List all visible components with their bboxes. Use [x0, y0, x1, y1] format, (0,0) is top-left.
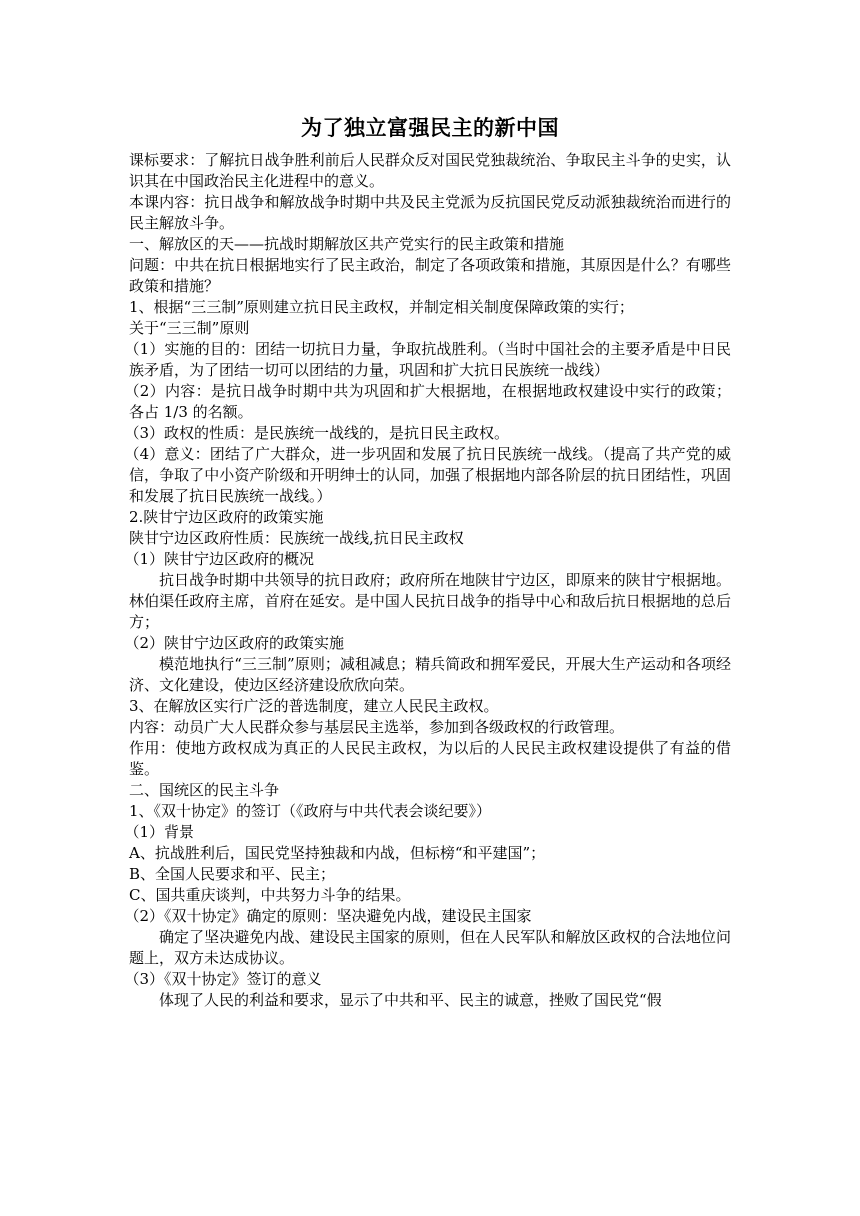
document-title: 为了独立富强民主的新中国: [301, 115, 559, 140]
background-a: A、抗战胜利后，国民党坚持独裁和内战，但标榜“和平建国”；: [129, 844, 546, 862]
border-gov-policy: 模范地执行“三三制”原则；减租减息；精兵简政和拥军爱民，开展大生产运动和各项经济、文化建设，使边区经济建设欣欣向荣。: [129, 655, 731, 694]
purpose-paragraph: （1）实施的目的：团结一切抗日力量，争取抗战胜利。（当时中国社会的主要矛盾是中日民族矛盾，为了团结一切可以团结的力量，巩固和扩大抗日民族统一战线）: [124, 340, 731, 379]
border-gov-overview: 抗日战争时期中共领导的抗日政府；政府所在地陕甘宁边区，即原来的陕甘宁根据地。林伯渠任政府主席，首府在延安。是中国人民抗日战争的指导中心和敌后抗日根据地的总后方；: [129, 571, 731, 631]
agreement-significance-heading: （3）《双十协定》签订的意义: [124, 970, 322, 988]
principle-paragraph: 确定了坚决避免内战、建设民主国家的原则，但在人民军队和解放区政权的合法地位问题上，双方未达成协议。: [129, 928, 731, 967]
border-gov-overview-heading: （1）陕甘宁边区政府的概况: [124, 550, 315, 568]
curriculum-requirement: 课标要求：了解抗日战争胜利前后人民群众反对国民党独裁统治、争取民主斗争的史实，认识其在中国政治民主化进程中的意义。: [129, 151, 731, 190]
background-c: C、国共重庆谈判，中共努力斗争的结果。: [129, 886, 411, 904]
nature-paragraph: （3）政权的性质：是民族统一战线的，是抗日民主政权。: [124, 424, 510, 442]
election-content: 内容：动员广大人民群众参与基层民主选举，参加到各级政权的行政管理。: [129, 718, 625, 736]
section-heading-2: 二、国统区的民主斗争: [129, 781, 280, 799]
point-2-heading: 2.陕甘宁边区政府的政策实施: [129, 508, 324, 526]
principle-heading: （2）《双十协定》确定的原则：坚决避免内战，建设民主国家: [124, 907, 532, 925]
background-heading: （1）背景: [124, 823, 195, 841]
point-1-heading: 1、根据“三三制”原则建立抗日民主政权，并制定相关制度保障政策的实行；: [129, 298, 634, 316]
election-effect: 作用：使地方政权成为真正的人民民主政权，为以后的人民民主政权建设提供了有益的借鉴。: [129, 739, 731, 778]
document-page: [124, 114, 731, 1011]
point-3-heading: 3、在解放区实行广泛的普选制度，建立人民民主政权。: [129, 697, 499, 715]
border-gov-policy-heading: （2）陕甘宁边区政府的政策实施: [124, 634, 345, 652]
significance-paragraph: （4）意义：团结了广大群众，进一步巩固和发展了抗日民族统一战线。（提高了共产党的威信，争取了中小资产阶级和开明绅士的认同，加强了根据地内部各阶层的抗日团结性，巩固和发展了抗日民族统一战线。）: [124, 445, 731, 505]
section-heading-1: 一、解放区的天——抗战时期解放区共产党实行的民主政策和措施: [129, 235, 565, 253]
double-ten-heading: 1、《双十协定》的签订（《政府与中共代表会谈纪要》）: [129, 802, 492, 820]
border-gov-nature: 陕甘宁边区政府性质：民族统一战线,抗日民主政权: [129, 529, 464, 547]
background-b: B、全国人民要求和平、民主；: [129, 865, 336, 883]
lesson-content: 本课内容：抗日战争和解放战争时期中共及民主党派为反抗国民党反动派独裁统治而进行的民主解放斗争。: [129, 193, 731, 232]
question-paragraph: 问题：中共在抗日根据地实行了民主政治，制定了各项政策和措施，其原因是什么？有哪些政策和措施？: [129, 256, 731, 295]
content-paragraph: （2）内容：是抗日战争时期中共为巩固和扩大根据地，在根据地政权建设中实行的政策；各占 1/3 的名额。: [124, 382, 731, 421]
agreement-significance: 体现了人民的利益和要求，显示了中共和平、民主的诚意，挫败了国民党“假: [159, 991, 662, 1009]
three-three-system-heading: 关于“三三制”原则: [129, 319, 250, 337]
